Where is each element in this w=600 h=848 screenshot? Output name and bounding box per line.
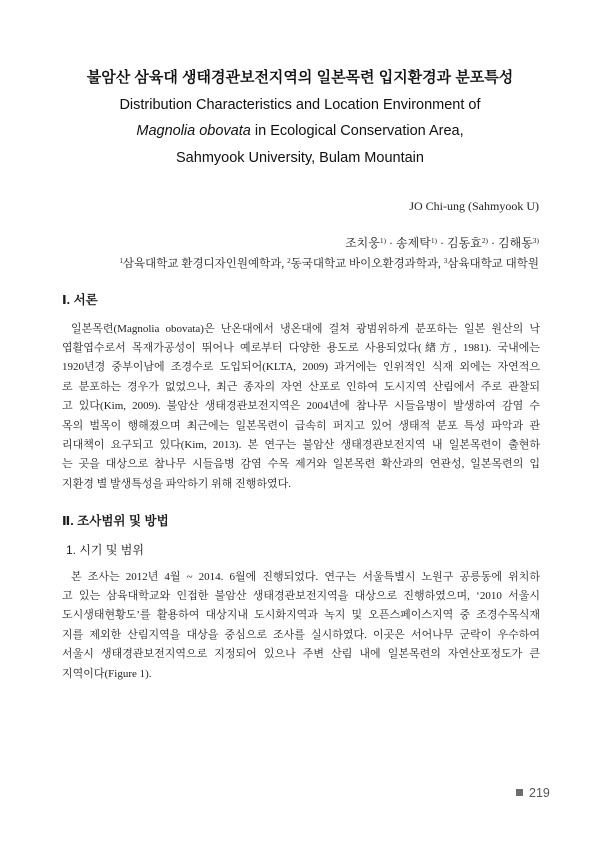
affiliation-list — [62, 255, 539, 273]
page-number: 219 — [529, 786, 550, 800]
paragraph-line: 로 분포하는 경우가 없었으나, 최근 종자의 자연 산포로 인하여 도시지역 산림에서 주로 관찰되 — [62, 380, 540, 393]
paragraph-line: 본 조사는 2012년 4월 ~ 2014. 6월에 진행되었다. 연구는 서울특별시 노원구 공릉동에 위치하 — [71, 570, 540, 583]
affiliation-name: 동국대학교 바이오환경과학과 — [290, 258, 438, 270]
author-name: 조치웅 — [345, 236, 380, 250]
paragraph-line: 1920년경 중부이남에 조경수로 도입되어(KLTA, 2009) 과거에는 인위적인 식재 외에는 자연적으 — [62, 361, 540, 374]
paragraph-line: 지환경 별 발생특성을 파악하기 위해 진행하였다. — [62, 477, 292, 490]
affiliation-name: 삼육대학교 환경디자인원예학과 — [122, 258, 282, 270]
subsection-heading: 1. 시기 및 범위 — [66, 543, 144, 557]
paragraph-line: 목의 벌목이 행해졌으며 최근에는 일본목련이 급속히 퍼지고 있어 생태적 분포 특성 파악과 관 — [62, 419, 540, 432]
paragraph-line: 엽활엽수로서 목재가공성이 뛰어나 예로부터 다양한 용도로 사용되었다(緖方, 1981). 국내에는 — [62, 341, 540, 354]
author-list — [62, 234, 539, 252]
paragraph-line: 고 있는 삼육대학교와 인접한 불암산 생태경관보전지역을 대상으로 진행하였으며, ‘2010 서울시 — [62, 589, 540, 602]
paragraph — [62, 568, 540, 684]
author-separator: · — [488, 236, 499, 250]
author-separator: · — [386, 236, 397, 250]
title-english-line — [30, 118, 570, 145]
title-korean: 불암산 삼육대 생태경관보전지역의 일본목련 입지환경과 분포특성 — [86, 69, 514, 86]
section-heading: Ⅱ. 조사범위 및 방법 — [62, 514, 169, 528]
paragraph-line: 지를 제외한 산림지역을 대상을 중심으로 조사를 실시하였다. 이곳은 서어나무 군락이 우수하여 — [62, 628, 540, 641]
presenter-name: JO Chi-ung (Sahmyook U) — [409, 199, 539, 213]
affiliation-mark: 2 — [287, 257, 291, 266]
paragraph-line: 리대책이 요구되고 있다(Kim, 2013). 본 연구는 불암산 생태경관보전지역 내 일본목련이 출현하 — [62, 438, 540, 451]
author-separator: · — [437, 236, 448, 250]
author-name: 김동효 — [447, 236, 482, 250]
title-english-line: Sahmyook University, Bulam Mountain — [176, 149, 424, 166]
paragraph — [62, 320, 540, 495]
paper-title — [30, 65, 570, 171]
page-number-footer — [516, 784, 550, 802]
paragraph-line: 서울시 생태경관보전지역으로 지정되어 있으나 주변 산림 내에 일본목련의 자연산포정도가 큰 — [62, 648, 540, 661]
author-affiliation-mark: 1) — [379, 235, 387, 245]
title-english-text: in Ecological Conservation Area, — [254, 123, 464, 139]
affiliation-name: 삼육대학교 대학원 — [447, 258, 539, 270]
paragraph-line: 고 있다(Kim, 2009). 불암산 생태경관보전지역은 2004년에 참나무 시들음병이 발생하여 감염 수 — [62, 400, 540, 413]
author-name: 김해동 — [498, 236, 533, 250]
square-bullet-icon — [516, 789, 523, 796]
affiliation-mark: 3 — [443, 257, 448, 266]
author-affiliation-mark: 3) — [532, 235, 539, 245]
affiliation-separator: , — [281, 258, 288, 270]
paragraph-line: 지역이다(Figure 1). — [62, 667, 152, 680]
affiliation-separator: , — [437, 258, 444, 270]
author-name: 송제탁 — [396, 236, 431, 250]
species-name: Magnolia obovata — [136, 123, 251, 139]
paragraph-line: 일본목련(Magnolia obovata)은 난온대에서 냉온대에 걸쳐 광범위하게 분포하는 일본 원산의 낙 — [71, 322, 540, 335]
title-english-line: Distribution Characteristics and Location Environment of — [119, 96, 481, 113]
paragraph-line: 는 곳을 대상으로 참나무 시들음병 감염 수목 제거와 일본목련 확산과의 연관성, 일본목련의 입 — [62, 458, 540, 471]
author-affiliation-mark: 1) — [430, 235, 438, 245]
author-affiliation-mark: 2) — [481, 235, 489, 245]
section-heading: Ⅰ. 서론 — [62, 293, 98, 307]
affiliation-mark: 1 — [119, 257, 123, 266]
paragraph-line: 도시생태현황도’를 활용하여 대상지내 도시화지역과 녹지 및 오픈스페이스지역 중 조경수목식재 — [62, 609, 540, 622]
